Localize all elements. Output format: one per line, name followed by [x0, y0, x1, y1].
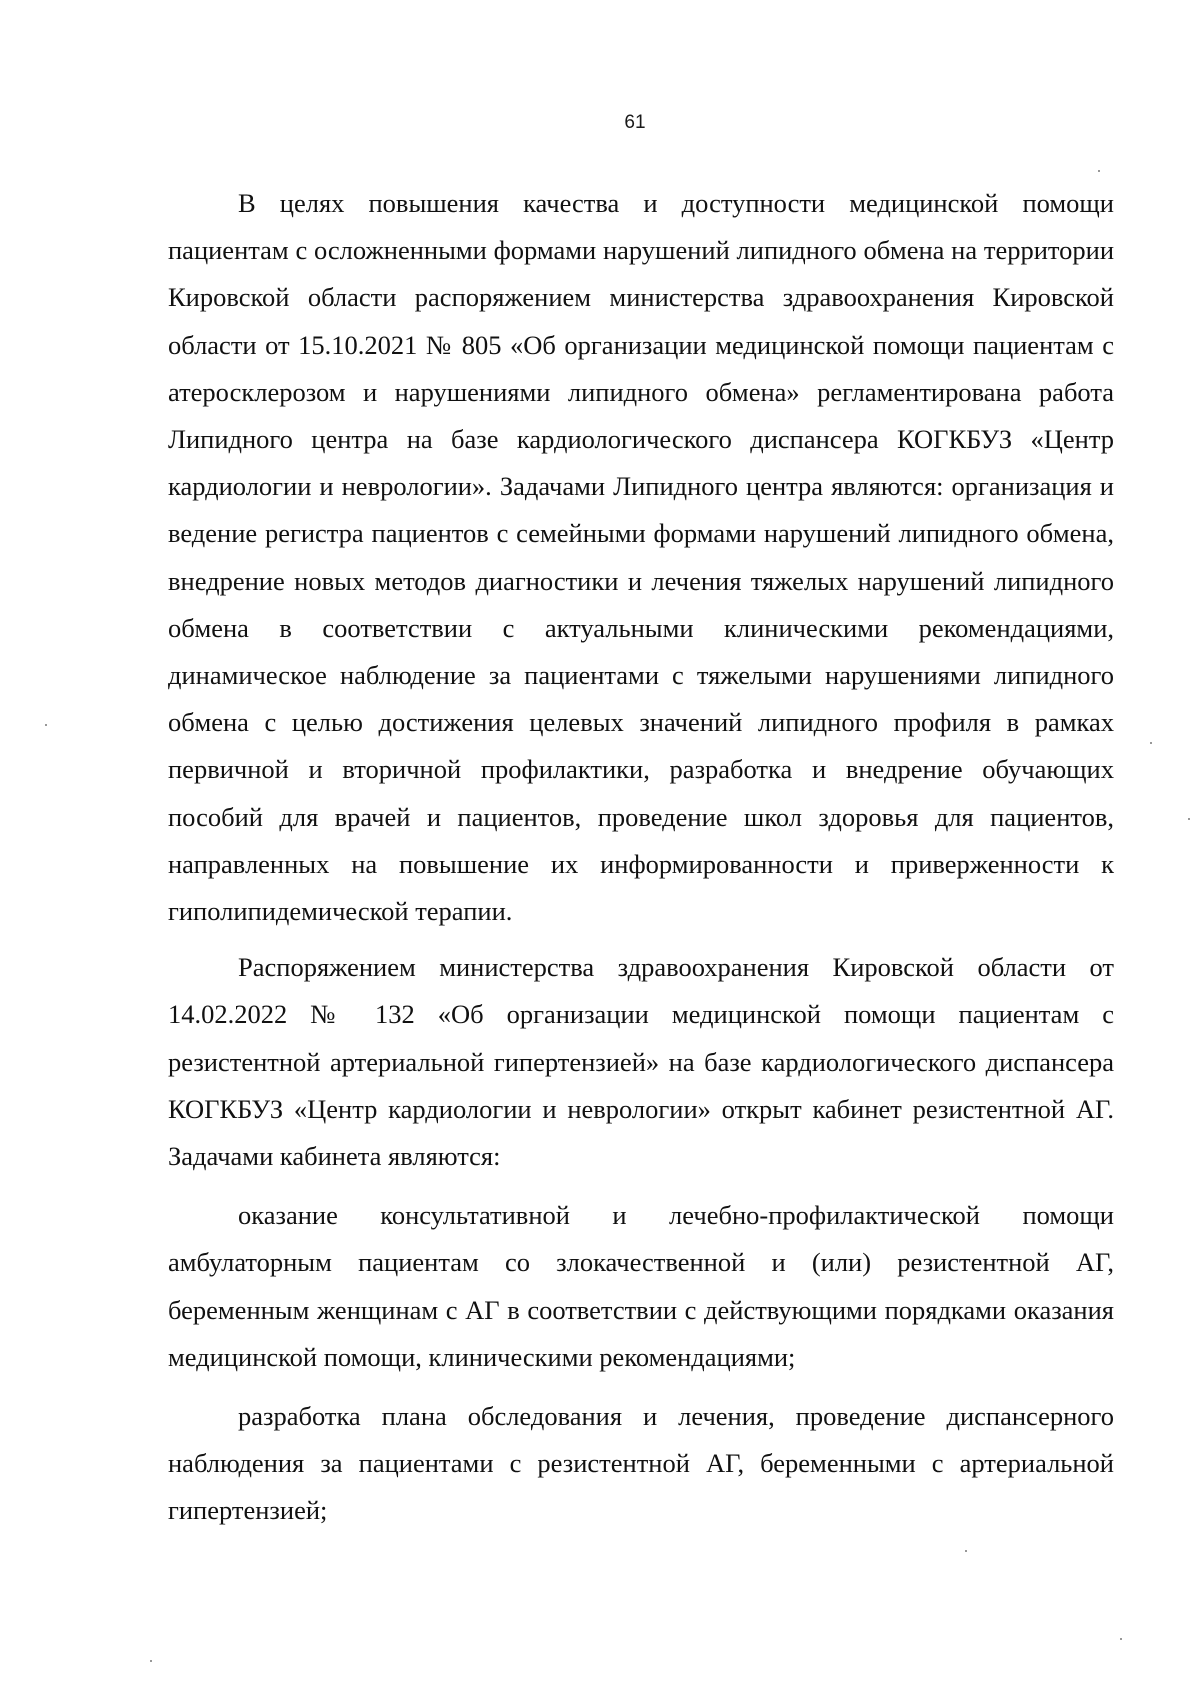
scan-speck: [150, 1660, 152, 1662]
scan-speck: [1150, 742, 1152, 744]
paragraph-lipid-center: В целях повышения качества и доступности медицинской помощи пациентам с осложненными формами нарушений липидного обмена на территории Кировской области распоряжением министерства здравоохранения Кировской области от 15.10.2021 № 805 «Об организации медицинской помощи пациентам с атеросклерозом и нарушениями липидного обмена» регламентирована работа Липидного центра на базе кардиологического диспансера КОГКБУЗ «Центр кардиологии и неврологии». Задачами Липидного центра являются: организация и ведение регистра пациентов с семейными формами нарушений липидного обмена, внедрение новых методов диагностики и лечения тяжелых нарушений липидного обмена в соответствии с актуальными клиническими рекомендациями, динамическое наблюдение за пациентами с тяжелыми нарушениями липидного обмена с целью достижения целевых значений липидного профиля в рамках первичной и вторичной профилактики, разработка и внедрение обучающих пособий для врачей и пациентов, проведение школ здоровья для пациентов, направленных на повышение их информированности и приверженности к гиполипидемической терапии.: [168, 188, 1114, 927]
document-body: [168, 180, 1114, 1535]
scan-speck: [1120, 1638, 1122, 1640]
page-number: 61: [624, 112, 646, 133]
scan-speck: [1188, 818, 1190, 820]
scan-speck: [965, 1550, 967, 1552]
scan-speck: [45, 724, 47, 726]
paragraph-resistant-ag-cabinet: Распоряжением министерства здравоохранения Кировской области от 14.02.2022 № 132 «Об организации медицинской помощи пациентам с резистентной артериальной гипертензией» на базе кардиологического диспансера КОГКБУЗ «Центр кардиологии и неврологии» открыт кабинет резистентной АГ. Задачами кабинета являются:: [168, 952, 1114, 1172]
paragraph-task-examination-plan: разработка плана обследования и лечения, проведение диспансерного наблюдения за пациентами с резистентной АГ, беременными с артериальной гипертензией;: [168, 1401, 1114, 1526]
scan-speck: [1098, 170, 1100, 172]
paragraph-task-consultative-help: оказание консультативной и лечебно-профилактической помощи амбулаторным пациентам со злокачественной и (или) резистентной АГ, беременным женщинам с АГ в соответствии с действующими порядками оказания медицинской помощи, клиническими рекомендациями;: [168, 1200, 1114, 1372]
